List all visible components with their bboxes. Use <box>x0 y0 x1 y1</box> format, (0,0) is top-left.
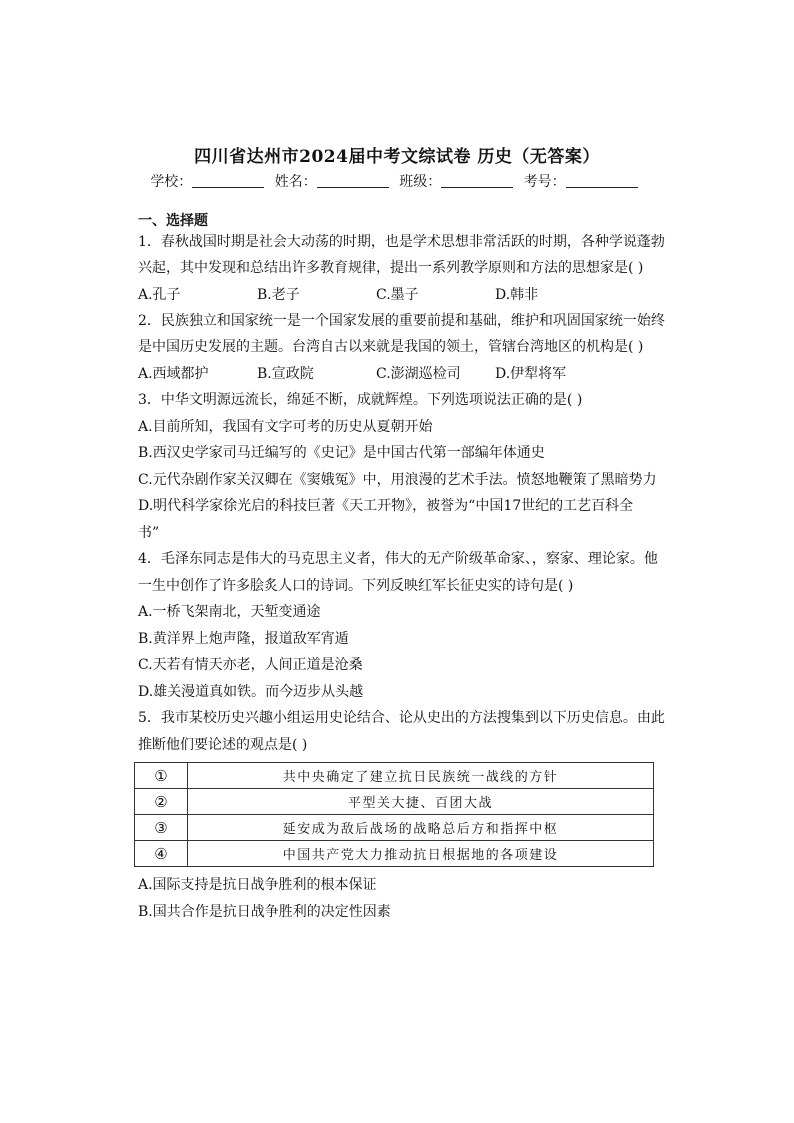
name-blank <box>317 173 389 188</box>
school-label: 学校： <box>150 174 193 190</box>
question-3-option-b: B.西汉史学家司马迁编写的《史记》是中国古代第一部编年体通史 <box>138 445 545 461</box>
exam-number-blank <box>566 173 638 188</box>
row-number: ③ <box>135 815 188 841</box>
student-info-line <box>0 171 794 191</box>
table-row <box>135 789 654 815</box>
section-heading: 一、选择题 <box>138 213 208 229</box>
row-number: ② <box>135 789 188 815</box>
question-3-line-1: 3．中华文明源远流长，绵延不断，成就辉煌。下列选项说法正确的是( ) <box>138 392 583 408</box>
option-d: D.韩非 <box>495 287 539 303</box>
question-4-line-1: 4．毛泽东同志是伟大的马克思主义者，伟大的无产阶级革命家、，察家、理论家。他 <box>138 551 658 567</box>
question-3-option-c: C.元代杂剧作家关汉卿在《窦娥冤》中，用浪漫的艺术手法。愤怒地鞭策了黑暗势力 <box>138 472 657 488</box>
class-blank <box>441 173 513 188</box>
question-2-line-2: 是中国历史发展的主题。台湾自古以来就是我国的领土，管辖台湾地区的机构是( ) <box>138 339 644 355</box>
row-number: ① <box>135 763 188 789</box>
row-text: 平型关大捷、百团大战 <box>188 789 654 815</box>
question-5-option-b: B.国共合作是抗日战争胜利的决定性因素 <box>138 904 391 920</box>
option-d: D.伊犁将军 <box>495 366 567 382</box>
name-label: 姓名： <box>274 174 317 190</box>
row-text: 共中央确定了建立抗日民族统一战线的方针 <box>188 763 654 789</box>
option-b: B.老子 <box>257 287 300 303</box>
question-4-option-b: B.黄洋界上炮声隆，报道敌军宵遁 <box>138 631 349 647</box>
table-row <box>135 815 654 841</box>
row-text: 中国共产党大力推动抗日根据地的各项建设 <box>188 841 654 867</box>
question-3-option-d-cont: 书” <box>138 525 160 541</box>
question-4-line-2: 一生中创作了许多脍炙人口的诗词。下列反映红军长征史实的诗句是( ) <box>138 578 574 594</box>
table-row <box>135 763 654 789</box>
school-blank <box>192 173 264 188</box>
class-label: 班级： <box>399 174 442 190</box>
table-row <box>135 841 654 867</box>
question-1-line-2: 兴起，其中发现和总结出许多教育规律，提出一系列教学原则和方法的思想家是( ) <box>138 260 644 276</box>
question-4-option-a: A.一桥飞架南北，天堑变通途 <box>138 604 321 620</box>
question-5-option-a: A.国际支持是抗日战争胜利的根本保证 <box>138 877 377 893</box>
question-5-line-1: 5．我市某校历史兴趣小组运用史论结合、论从史出的方法搜集到以下历史信息。由此 <box>138 710 665 726</box>
option-c: C.墨子 <box>376 287 419 303</box>
row-text: 延安成为敌后战场的战略总后方和指挥中枢 <box>188 815 654 841</box>
exam-number-label: 考号： <box>523 174 566 190</box>
history-info-table <box>134 762 654 867</box>
option-b: B.宣政院 <box>257 366 314 382</box>
option-a: A.西域都护 <box>138 366 209 382</box>
option-a: A.孔子 <box>138 287 181 303</box>
option-c: C.澎湖巡检司 <box>376 366 461 382</box>
question-2-line-1: 2．民族独立和国家统一是一个国家发展的重要前提和基础，维护和巩固国家统一始终 <box>138 313 665 329</box>
question-1-line-1: 1．春秋战国时期是社会大动荡的时期，也是学术思想非常活跃的时期，各种学说蓬勃 <box>138 234 665 250</box>
question-3-option-a: A.目前所知，我国有文字可考的历史从夏朝开始 <box>138 419 433 435</box>
row-number: ④ <box>135 841 188 867</box>
question-5-line-2: 推断他们要论述的观点是( ) <box>138 737 308 753</box>
exam-title: 四川省达州市2024届中考文综试卷 历史（无答案） <box>194 147 600 167</box>
question-3-option-d: D.明代科学家徐光启的科技巨著《天工开物》，被誉为“中国17世纪的工艺百科全 <box>138 498 634 514</box>
question-4-option-d: D.雄关漫道真如铁。而今迈步从头越 <box>138 684 364 700</box>
question-4-option-c: C.天若有情天亦老，人间正道是沧桑 <box>138 657 363 673</box>
